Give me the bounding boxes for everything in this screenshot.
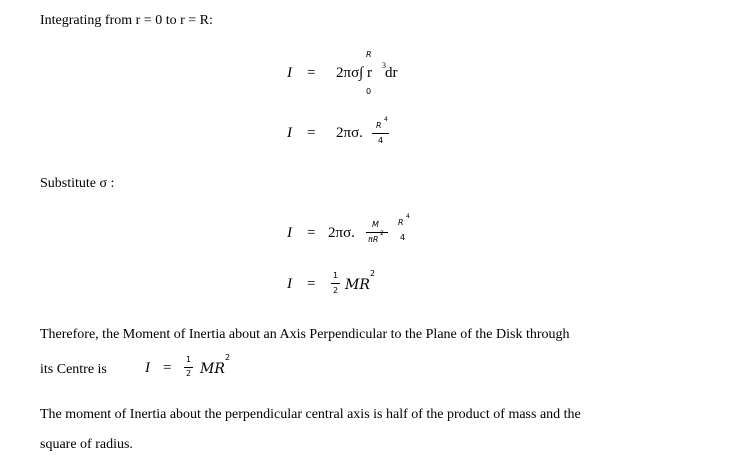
fraction-bar	[331, 283, 340, 284]
eq4-denominator: 2	[333, 286, 339, 295]
eq1-equals: =	[307, 65, 316, 81]
eq5-equals: =	[163, 360, 172, 376]
eq2-equals: =	[307, 125, 316, 141]
eq3-rhs: 2πσ.	[328, 225, 355, 241]
eq3-den2: 4	[400, 233, 406, 242]
eq5-numerator: 1	[186, 355, 192, 364]
substitute-text: Substitute σ :	[40, 176, 115, 191]
eq5-denominator: 2	[186, 369, 192, 378]
eq3-equals: =	[307, 225, 316, 241]
eq2-numerator: R	[376, 121, 382, 130]
eq4-exp: 2	[370, 269, 376, 278]
eq5-rhs: MR	[200, 361, 225, 377]
eq5-exp: 2	[225, 353, 231, 362]
therefore-line-1: Therefore, the Moment of Inertia about an Axis Perpendicular to the Plane of the Disk through	[40, 327, 570, 342]
fraction-bar	[184, 367, 193, 368]
eq3-num2-exp: 4	[406, 213, 410, 220]
eq2-rhs: 2πσ.	[336, 125, 363, 141]
eq3-lhs: I	[287, 225, 292, 241]
intro-text: Integrating from r = 0 to r = R:	[40, 13, 213, 28]
eq1-lower-limit: 0	[366, 87, 372, 96]
eq4-lhs: I	[287, 276, 292, 292]
eq4-numerator: 1	[333, 271, 339, 280]
conclusion-line-2: square of radius.	[40, 437, 133, 452]
therefore-line-2: its Centre is	[40, 362, 107, 377]
eq1-tail: dr	[385, 65, 398, 81]
eq1-lhs: I	[287, 65, 292, 81]
fraction-bar	[366, 232, 388, 233]
eq3-num2: R	[398, 218, 404, 227]
eq1-upper-limit: R	[366, 50, 372, 59]
eq2-numerator-exp: 4	[384, 116, 388, 123]
fraction-bar	[372, 133, 389, 134]
eq2-lhs: I	[287, 125, 292, 141]
eq2-denominator: 4	[378, 136, 384, 145]
eq3-num1: M	[372, 220, 379, 229]
eq4-rhs: MR	[345, 277, 370, 293]
eq5-lhs: I	[145, 360, 150, 376]
eq3-den1-exp: 2	[380, 230, 384, 237]
eq1-rhs: 2πσ∫ r	[336, 65, 373, 81]
eq1-exp: 3	[382, 61, 386, 70]
eq3-den1: πR	[368, 235, 379, 244]
conclusion-line-1: The moment of Inertia about the perpendicular central axis is half of the product of mass and the	[40, 407, 581, 422]
eq4-equals: =	[307, 276, 316, 292]
